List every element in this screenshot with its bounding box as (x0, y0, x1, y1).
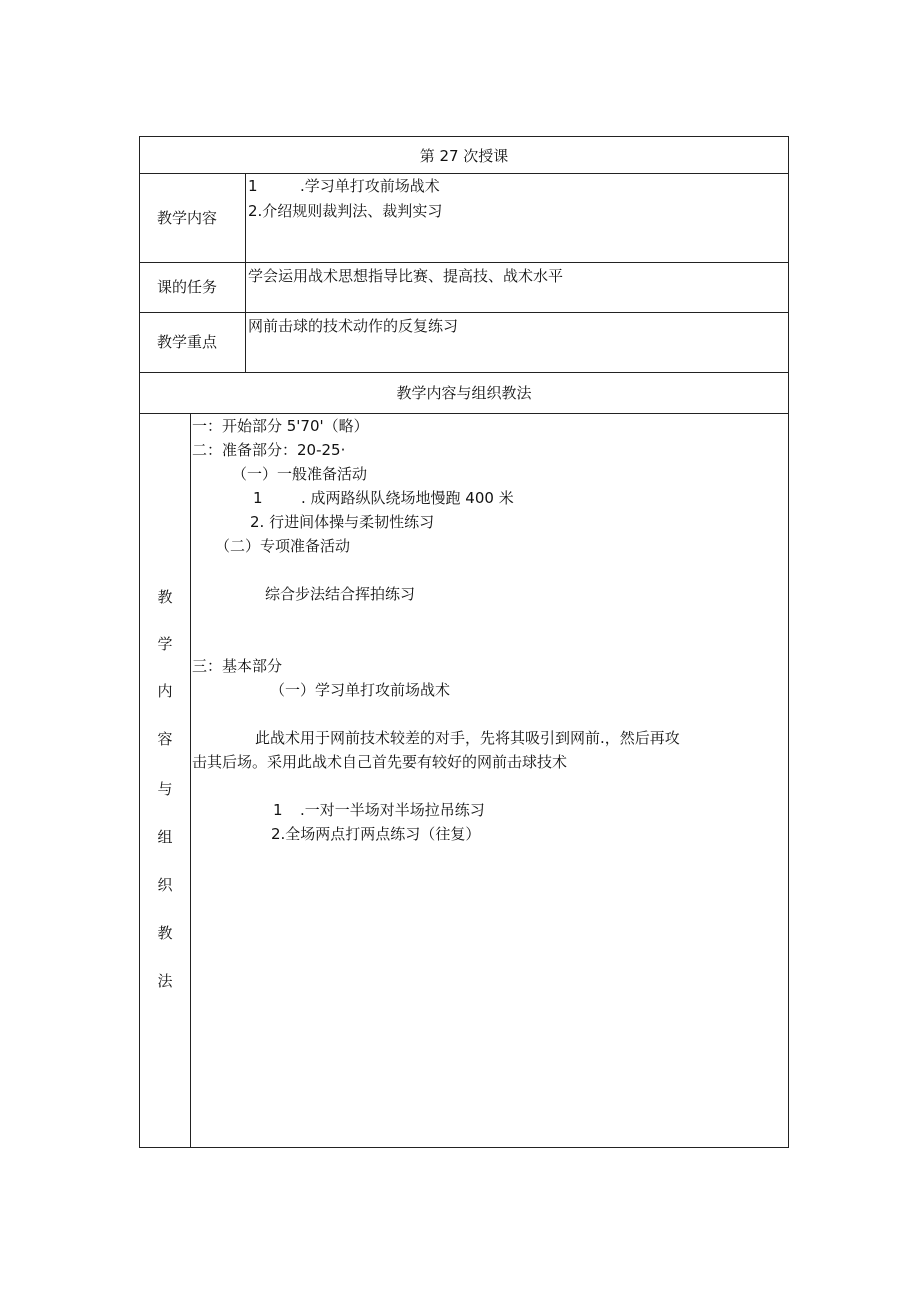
row-divider (140, 312, 788, 313)
side-label-char: 与 (157, 780, 173, 798)
content-line: 2.全场两点打两点练习（往复） (271, 825, 481, 843)
side-label-char: 织 (157, 876, 173, 894)
side-label-char: 教 (157, 924, 173, 942)
column-divider (190, 413, 191, 1148)
side-label-char: 容 (157, 730, 173, 748)
content-line: 二：准备部分：20-25· (192, 441, 346, 459)
lesson-plan-table (139, 136, 789, 1148)
content-line: 三：基本部分 (192, 657, 283, 675)
content-line: 击其后场。采用此战术自己首先要有较好的网前击球技术 (192, 753, 568, 771)
task-text: 学会运用战术思想指导比赛、提高技、战术水平 (248, 267, 564, 285)
row-divider (140, 372, 788, 373)
content-line: （二）专项准备活动 (215, 537, 351, 555)
content-item-2: 2.介绍规则裁判法、裁判实习 (248, 202, 443, 220)
side-label-char: 学 (157, 635, 173, 653)
content-item-1: .学习单打攻前场战术 (300, 177, 440, 195)
content-line: .一对一半场对半场拉吊练习 (300, 801, 485, 819)
column-divider (245, 173, 246, 373)
row-divider (140, 173, 788, 174)
content-line: （一）学习单打攻前场战术 (270, 681, 451, 699)
section-title: 教学内容与组织教法 (396, 384, 532, 402)
focus-text: 网前击球的技术动作的反复练习 (248, 317, 459, 335)
side-label-char: 组 (157, 828, 173, 846)
side-label-char: 法 (157, 972, 173, 990)
content-line: . 成两路纵队绕场地慢跑 400 米 (301, 489, 514, 507)
content-line: 2. 行进间体操与柔韧性练习 (250, 513, 435, 531)
content-line: 综合步法结合挥拍练习 (265, 585, 416, 603)
content-line: 一：开始部分 5'70'（略） (192, 417, 369, 435)
task-label: 课的任务 (157, 278, 218, 296)
row-divider (140, 413, 788, 414)
content-line: 此战术用于网前技术较差的对手，先将其吸引到网前.，然后再攻 (255, 729, 680, 747)
side-label-char: 教 (157, 588, 173, 606)
focus-label: 教学重点 (157, 333, 218, 351)
lesson-title: 第 27 次授课 (419, 147, 509, 165)
content-line-number: 1 (253, 489, 263, 507)
side-label-char: 内 (157, 682, 173, 700)
row-divider (140, 262, 788, 263)
content-line: （一）一般准备活动 (232, 465, 368, 483)
content-item-number: 1 (248, 177, 258, 195)
content-line-number: 1 (273, 801, 283, 819)
content-label: 教学内容 (157, 209, 218, 227)
